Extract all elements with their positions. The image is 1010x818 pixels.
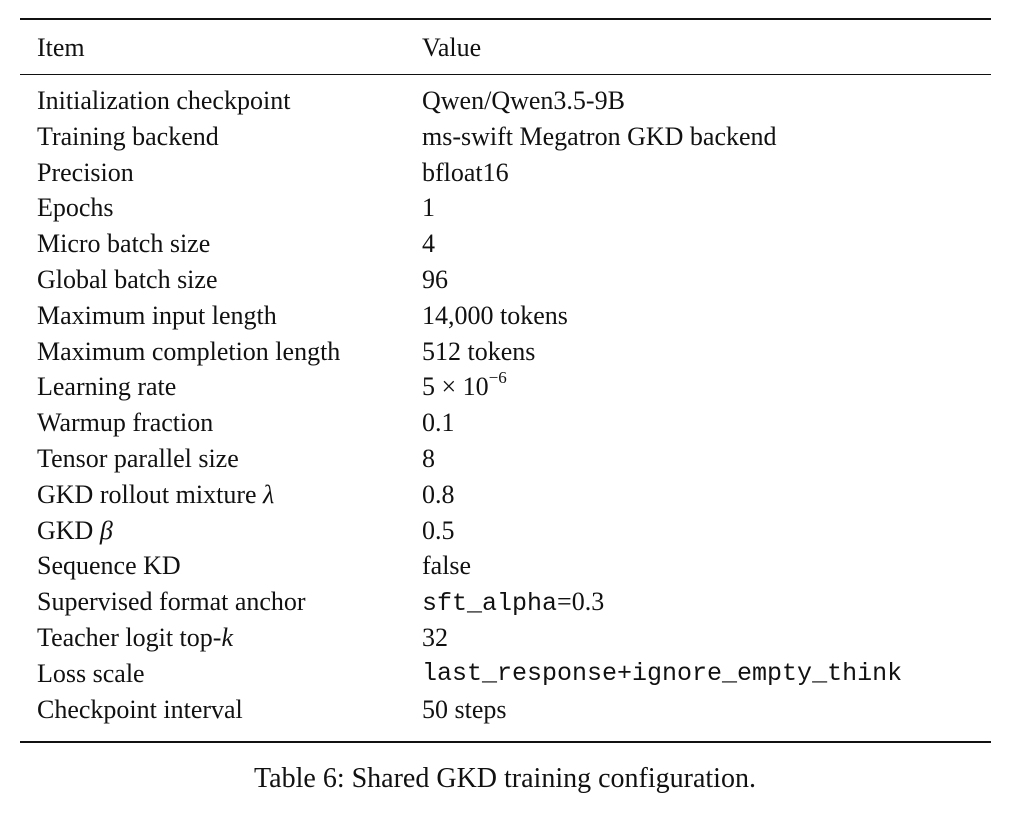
table-row <box>20 264 991 300</box>
header-item: Item <box>37 33 85 62</box>
sft-alpha-value: =0.3 <box>557 587 605 617</box>
row-value: 0.8 <box>422 479 455 509</box>
table-row <box>20 658 991 694</box>
table-row <box>20 694 991 730</box>
table-body <box>20 75 991 741</box>
row-item: Loss scale <box>37 658 145 688</box>
config-table <box>20 18 991 743</box>
header-value: Value <box>422 33 482 62</box>
learning-rate-base: 5 × 10 <box>422 372 489 402</box>
table-row <box>20 443 991 479</box>
table-header <box>20 20 991 74</box>
row-item: Learning rate <box>37 372 177 402</box>
table-row <box>20 336 991 372</box>
table-row <box>20 157 991 193</box>
row-value: bfloat16 <box>422 157 509 187</box>
table-row <box>20 550 991 586</box>
row-value: 0.1 <box>422 408 455 438</box>
row-item-math <box>37 515 113 547</box>
table-row <box>20 407 991 443</box>
loss-scale-code: last_response+ignore_empty_think <box>422 658 903 688</box>
sft-alpha-code: sft_alpha <box>422 589 558 619</box>
bottom-rule <box>20 741 991 743</box>
row-value: 1 <box>422 193 435 223</box>
row-item: Initialization checkpoint <box>37 86 291 115</box>
table-row <box>20 121 991 157</box>
table-row <box>20 85 991 121</box>
table-row <box>20 586 991 622</box>
row-value-code <box>422 586 604 620</box>
row-value: 32 <box>422 622 448 652</box>
table-row <box>20 368 991 407</box>
k-symbol: k <box>221 622 233 652</box>
row-item-text: GKD rollout mixture <box>37 479 264 509</box>
row-item-text: Teacher logit top- <box>37 622 222 652</box>
row-value: 50 steps <box>422 694 507 724</box>
row-item: Supervised format anchor <box>37 587 306 617</box>
row-item-math <box>37 479 274 511</box>
row-value: 96 <box>422 264 448 294</box>
row-item: Warmup fraction <box>37 408 214 438</box>
row-value: 0.5 <box>422 515 455 545</box>
row-item: Epochs <box>37 193 114 223</box>
row-value: 14,000 tokens <box>422 300 568 330</box>
table-caption: Table 6: Shared GKD training configuration. <box>254 763 756 794</box>
row-item: Micro batch size <box>37 229 211 259</box>
row-item: Maximum completion length <box>37 336 341 366</box>
table-row <box>20 515 991 551</box>
row-value: false <box>422 551 472 581</box>
row-item: Maximum input length <box>37 300 277 330</box>
row-value-math <box>422 368 507 403</box>
table-row <box>20 622 991 658</box>
row-item: Training backend <box>37 121 219 151</box>
row-item: Tensor parallel size <box>37 443 239 473</box>
row-item: Checkpoint interval <box>37 694 243 724</box>
learning-rate-exponent: −6 <box>488 368 507 388</box>
row-item: Precision <box>37 157 134 187</box>
row-item: Global batch size <box>37 264 218 294</box>
row-value: 512 tokens <box>422 336 536 366</box>
row-item: Sequence KD <box>37 551 181 581</box>
row-item-math <box>37 622 233 654</box>
table-row <box>20 479 991 515</box>
table-row <box>20 300 991 336</box>
row-item-text: GKD <box>37 515 100 545</box>
row-value: Qwen/Qwen3.5-9B <box>422 86 625 115</box>
beta-symbol: β <box>99 515 113 545</box>
row-value: 4 <box>422 229 435 259</box>
table-row <box>20 228 991 264</box>
table-row <box>20 192 991 228</box>
row-value: 8 <box>422 443 435 473</box>
lambda-symbol: λ <box>263 479 275 509</box>
row-value: ms-swift Megatron GKD backend <box>422 121 777 151</box>
